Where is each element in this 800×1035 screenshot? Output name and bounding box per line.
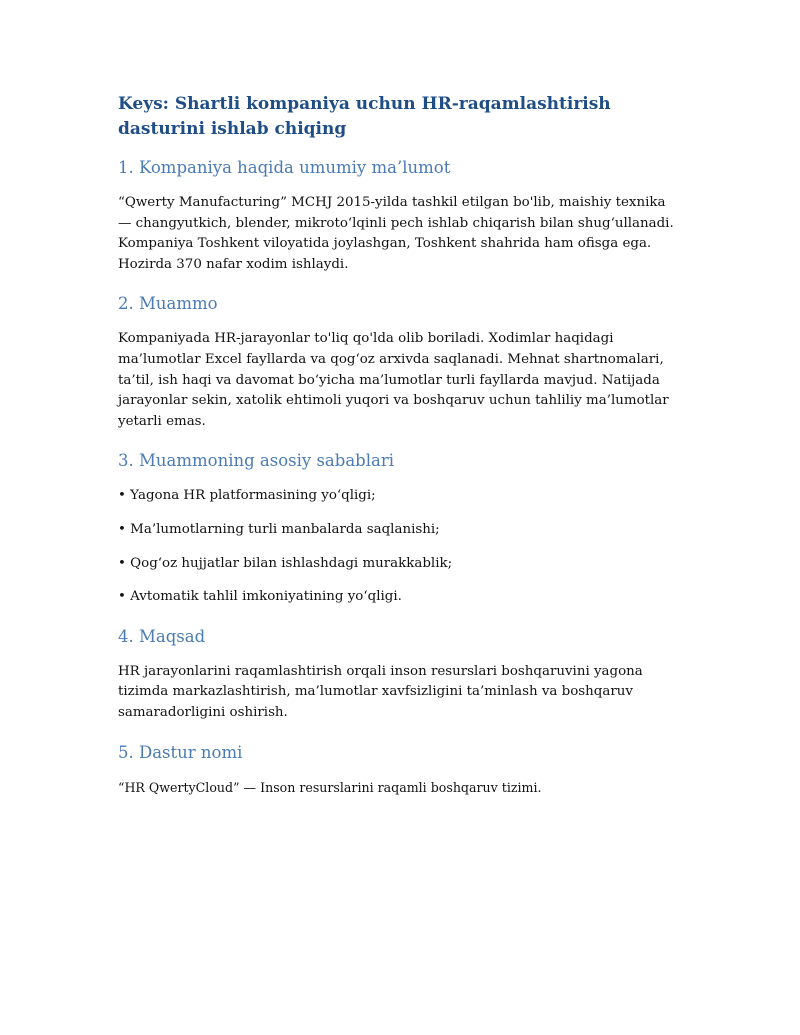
document-page xyxy=(118,92,683,816)
bullet-item: • Yagona HR platformasining yo‘qligi; xyxy=(118,488,376,504)
bullet-item: • Avtomatik tahlil imkoniyatining yo‘qligi. xyxy=(118,589,402,605)
section-text-goal: HR jarayonlarini raqamlashtirish orqali inson resurslari boshqaruvini yagona tizimda markazlashtirish, ma’lumotlar xavfsizligini ta’minlash va boshqaruv samaradorligini oshirish. xyxy=(118,663,643,720)
section-problem xyxy=(118,293,683,432)
document-title: Keys: Shartli kompaniya uchun HR-raqamlashtirish dasturini ishlab chiqing xyxy=(118,94,611,139)
section-root-causes xyxy=(118,450,683,607)
section-text-problem: Kompaniyada HR-jarayonlar to'liq qo'lda olib boriladi. Xodimlar haqidagi ma’lumotlar Excel fayllarda va qog‘oz arxivda saqlanadi. Mehnat shartnomalari, ta’til, ish haqi va davomat bo‘yicha ma’lumotlar turli fayllarda mavjud. Natijada jarayonlar sekin, xatolik ehtimoli yuqori va boshqaruv uchun tahliliy ma’lumotlar yetarli emas. xyxy=(118,331,669,429)
bullet-item: • Ma’lumotlarning turli manbalarda saqlanishi; xyxy=(118,521,440,537)
section-text-program-name: “HR QwertyCloud” — Inson resurslarini raqamli boshqaruv tizimi. xyxy=(118,779,542,795)
section-heading-problem: 2. Muammo xyxy=(118,294,218,314)
section-heading-company-info: 1. Kompaniya haqida umumiy ma’lumot xyxy=(118,158,451,177)
section-company-info xyxy=(118,157,683,275)
section-text-company-info: “Qwerty Manufacturing” MCHJ 2015-yilda tashkil etilgan bo'lib, maishiy texnika — changyutkich, blender, mikroto‘lqinli pech ishlab chiqarish bilan shug‘ullanadi. Kompaniya Toshkent viloyatida joylashgan, Toshkent shahrida ham ofisga ega. Hozirda 370 nafar xodim ishlaydi. xyxy=(118,195,674,272)
bullet-item: • Qog‘oz hujjatlar bilan ishlashdagi murakkablik; xyxy=(118,555,453,571)
section-heading-program-name: 5. Dastur nomi xyxy=(118,742,243,762)
section-heading-goal: 4. Maqsad xyxy=(118,626,206,646)
section-program-name xyxy=(118,742,683,798)
section-goal xyxy=(118,626,683,724)
section-heading-root-causes: 3. Muammoning asosiy sabablari xyxy=(118,451,395,471)
